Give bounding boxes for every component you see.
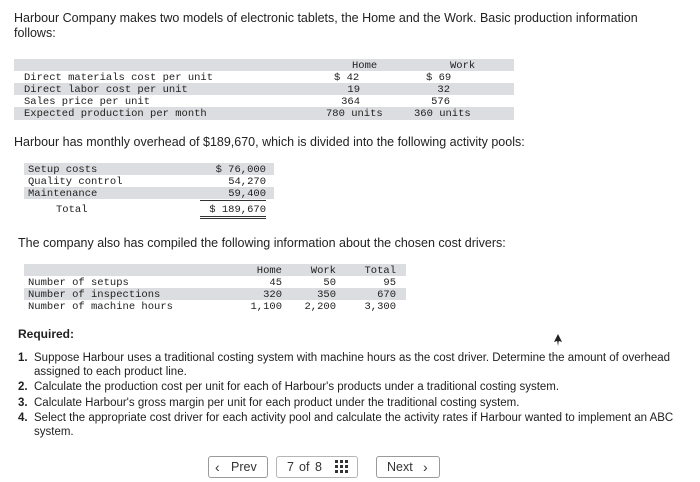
required-item-number: 4. bbox=[18, 412, 28, 425]
required-item-number: 3. bbox=[18, 396, 28, 409]
row-home-value: $ 42 bbox=[334, 72, 360, 84]
required-list bbox=[18, 352, 678, 440]
chevron-right-icon: › bbox=[423, 459, 428, 475]
pool-value: $ 76,000 bbox=[215, 164, 266, 176]
driver-work: 50 bbox=[323, 277, 336, 289]
overhead-total-label: Total bbox=[56, 204, 88, 216]
row-label: Direct labor cost per unit bbox=[24, 84, 188, 96]
row-home-value: 364 bbox=[341, 96, 360, 108]
required-item bbox=[18, 412, 678, 439]
driver-total: 3,300 bbox=[364, 301, 396, 313]
grid-icon bbox=[335, 460, 349, 474]
col-header-home: Home bbox=[352, 60, 378, 72]
driver-label: Number of inspections bbox=[28, 289, 161, 301]
required-item-text: Select the appropriate cost driver for each activity pool and calculate the activity rates if Harbour wanted to implement an ABC system. bbox=[34, 412, 674, 438]
page-of: of bbox=[299, 460, 310, 474]
driver-home: 45 bbox=[269, 277, 282, 289]
intro-text: Harbour Company makes two models of electronic tablets, the Home and the Work. Basic production information follows: bbox=[14, 11, 638, 40]
page-current: 7 bbox=[287, 460, 294, 474]
next-button[interactable] bbox=[376, 456, 440, 478]
row-work-value: $ 69 bbox=[426, 72, 452, 84]
required-item bbox=[18, 381, 678, 395]
next-label: Next bbox=[387, 460, 413, 474]
driver-work: 2,200 bbox=[304, 301, 336, 313]
driver-home: 320 bbox=[263, 289, 282, 301]
required-item-text: Suppose Harbour uses a traditional costing system with machine hours as the cost driver. Determine the amount of overhead assigned to each product line. bbox=[34, 352, 671, 378]
overhead-text: Harbour has monthly overhead of $189,670, which is divided into the following activity pools: bbox=[14, 135, 525, 149]
pool-label: Maintenance bbox=[28, 188, 98, 200]
drivers-text: The company also has compiled the following information about the chosen cost drivers: bbox=[18, 236, 506, 250]
page-total: 8 bbox=[315, 460, 322, 474]
row-work-value: 32 bbox=[437, 84, 450, 96]
required-item-number: 1. bbox=[18, 352, 28, 364]
driver-total: 95 bbox=[383, 277, 396, 289]
overhead-total-value: $ 189,670 bbox=[200, 204, 266, 219]
pool-label: Setup costs bbox=[28, 164, 98, 176]
required-item-text: Calculate the production cost per unit for each of Harbour's products under a traditional costing system. bbox=[34, 381, 560, 394]
col-header-home: Home bbox=[256, 265, 282, 277]
pool-value: 59,400 bbox=[200, 188, 266, 201]
col-header-total: Total bbox=[364, 265, 396, 277]
required-heading: Required: bbox=[18, 327, 75, 341]
row-home-value: 19 bbox=[347, 84, 360, 96]
driver-work: 350 bbox=[317, 289, 336, 301]
driver-label: Number of setups bbox=[28, 277, 129, 289]
mouse-cursor-icon bbox=[553, 334, 563, 346]
row-label: Expected production per month bbox=[24, 108, 207, 120]
col-header-work: Work bbox=[450, 60, 476, 72]
row-work-value: 360 units bbox=[414, 108, 471, 120]
row-home-value: 780 units bbox=[326, 108, 383, 120]
row-label: Sales price per unit bbox=[24, 96, 151, 108]
pool-value: 54,270 bbox=[228, 176, 266, 188]
required-item bbox=[18, 397, 678, 411]
row-work-value: 576 bbox=[431, 96, 450, 108]
col-header-work: Work bbox=[310, 265, 336, 277]
prev-button[interactable] bbox=[208, 456, 268, 478]
driver-label: Number of machine hours bbox=[28, 301, 173, 313]
pool-label: Quality control bbox=[28, 176, 123, 188]
driver-total: 670 bbox=[377, 289, 396, 301]
driver-home: 1,100 bbox=[250, 301, 282, 313]
page-indicator[interactable] bbox=[276, 456, 358, 478]
row-label: Direct materials cost per unit bbox=[24, 72, 214, 84]
required-item-text: Calculate Harbour's gross margin per unit for each product under the traditional costing system. bbox=[34, 396, 520, 409]
chevron-left-icon: ‹ bbox=[215, 459, 220, 475]
required-item-number: 2. bbox=[18, 381, 28, 394]
required-item bbox=[18, 352, 678, 379]
prev-label: Prev bbox=[231, 460, 257, 474]
